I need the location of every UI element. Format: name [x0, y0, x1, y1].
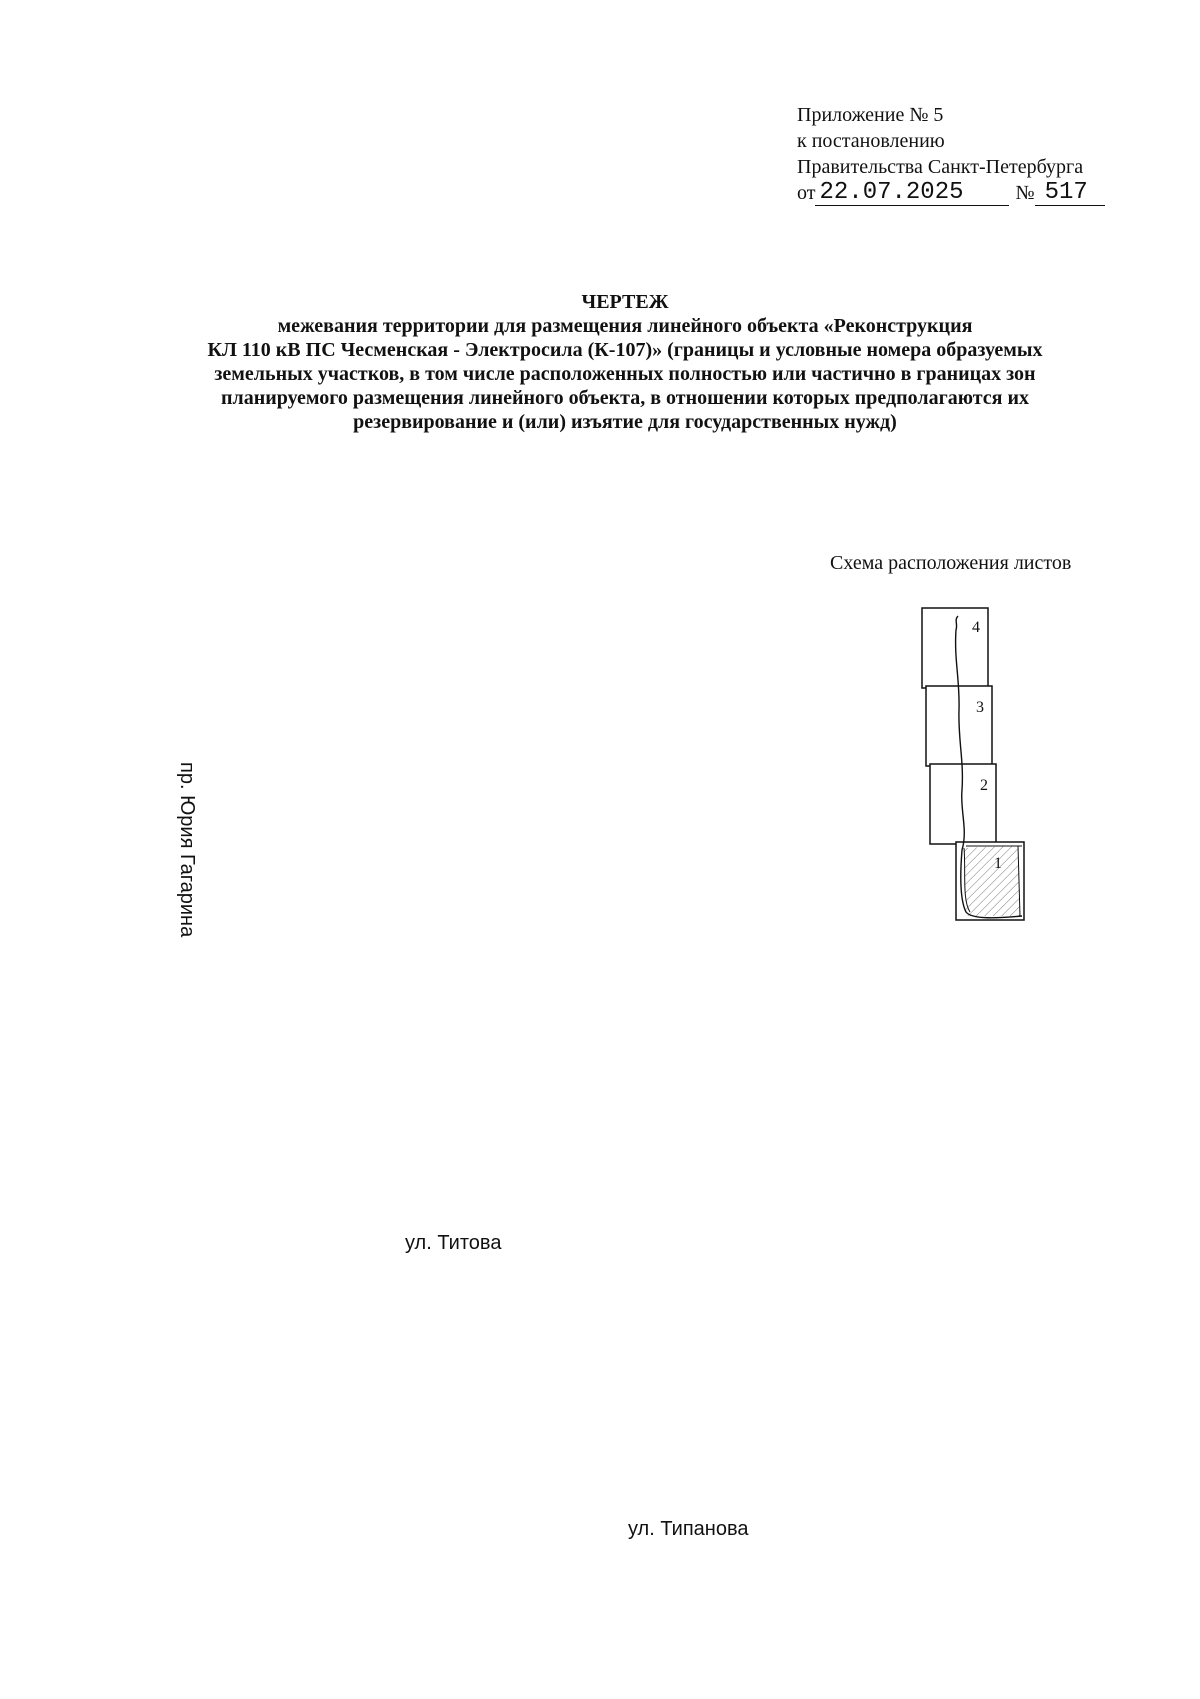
- drawing-title: [120, 290, 1130, 434]
- street-label-tipanova: ул. Типанова: [628, 1518, 749, 1540]
- title-line-4: планируемого размещения линейного объекта, в отношении которых предполагаются их: [220, 387, 1030, 409]
- date-prefix: от: [797, 182, 816, 204]
- sheet-number-1: 1: [994, 855, 1002, 872]
- appendix-date-line: [797, 180, 1157, 206]
- appendix-to-resolution: к постановлению: [797, 130, 945, 152]
- appendix-header: [797, 102, 1157, 206]
- sheet-scheme-title: Схема расположения листов: [830, 552, 1072, 574]
- sheet-number-4: 4: [972, 619, 980, 636]
- number-label: №: [1015, 182, 1035, 204]
- street-label-gagarin: пр. Юрия Гагарина: [176, 762, 198, 938]
- title-line-3: земельных участков, в том числе расположенных полностью или частично в границах зон: [214, 363, 1036, 385]
- title-line-5: резервирование и (или) изъятие для государственных нужд): [353, 411, 897, 433]
- title-heading: ЧЕРТЕЖ: [581, 291, 669, 313]
- sheet-layout-scheme: [910, 600, 1040, 930]
- planned-zone-hatch: [964, 846, 1020, 916]
- title-line-1: межевания территории для размещения линейного объекта «Реконструкция: [277, 315, 973, 337]
- appendix-number: Приложение № 5: [797, 104, 944, 126]
- street-label-titova: ул. Титова: [405, 1232, 502, 1254]
- sheet-number-2: 2: [980, 777, 988, 794]
- appendix-government: Правительства Санкт-Петербурга: [797, 156, 1084, 178]
- number-value: 517: [1035, 181, 1105, 206]
- title-line-2: КЛ 110 кВ ПС Чесменская - Электросила (К-107)» (границы и условные номера образуемых: [207, 339, 1043, 361]
- sheet-number-3: 3: [976, 699, 984, 716]
- date-value: 22.07.2025: [815, 181, 1009, 206]
